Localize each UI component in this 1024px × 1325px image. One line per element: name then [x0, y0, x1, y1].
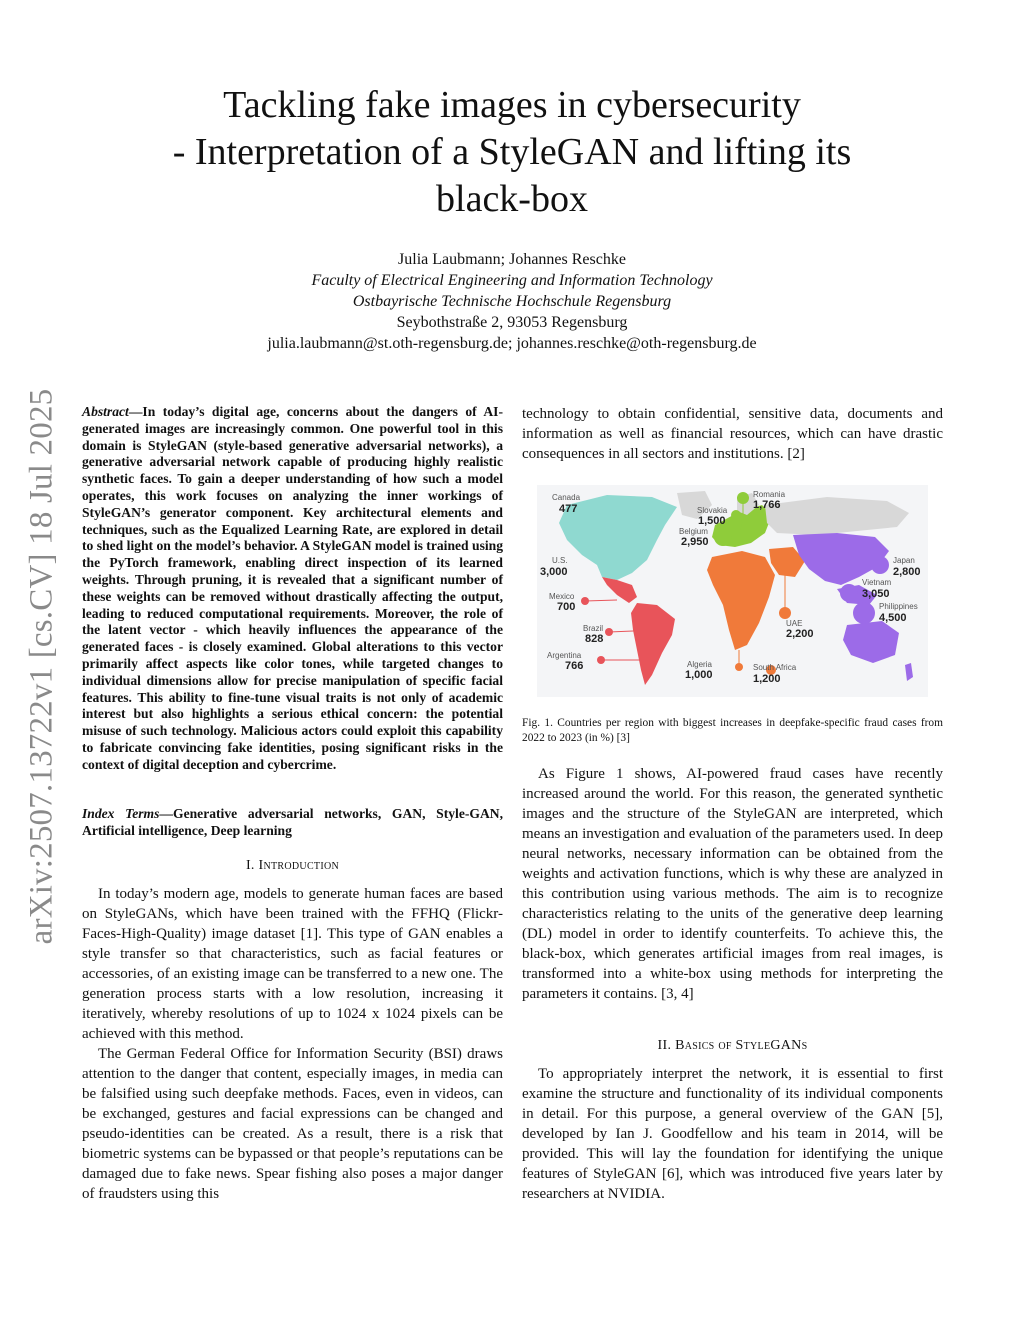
label-country: Vietnam [862, 578, 892, 587]
abstract-label: Abstract [82, 404, 129, 419]
label-value: 2,200 [786, 628, 814, 640]
label-country: Algeria [687, 660, 712, 669]
fraud-map-figure [537, 485, 928, 697]
bubble-philippines [853, 602, 875, 624]
arxiv-identifier: arXiv:2507.13722v1 [cs.CV] 18 Jul 2025 [23, 388, 60, 945]
label-value: 700 [557, 601, 576, 613]
label-country: Japan [893, 556, 915, 565]
section-heading-basics [522, 1038, 943, 1054]
author-block [100, 249, 924, 354]
label-country: U.S. [552, 556, 568, 565]
label-value: 3,050 [862, 588, 890, 600]
section-heading-introduction [82, 858, 503, 874]
basics-paragraph: To appropriately interpret the network, it is essential to first examine the structure and functionality of its individual components in detail. For this purpose, a general overview of the GAN [5], developed by Ian J. Goodfellow and his team in 2014, will be provided. This will lay the foundation for identifying the unique features of StyleGAN [6], which was introduced five years later by researchers at NVIDIA. [522, 1066, 943, 1202]
bubble-japan [871, 556, 889, 574]
abstract [82, 404, 503, 774]
author-address: Seybothstraße 2, 93053 Regensburg [396, 314, 628, 331]
label-value: 3,000 [540, 566, 568, 578]
label-country: Argentina [547, 651, 582, 660]
author-names: Julia Laubmann; Johannes Reschke [398, 251, 626, 268]
index-terms-label: Index Terms [82, 806, 160, 821]
label-country: Canada [552, 493, 581, 502]
author-faculty: Faculty of Electrical Engineering and Information Technology [311, 272, 713, 289]
author-university: Ostbayrische Technische Hochschule Regensburg [352, 293, 672, 310]
section-numeral: I. [245, 858, 259, 873]
label-country: Mexico [549, 592, 575, 601]
label-country: Romania [753, 490, 786, 499]
label-value: 2,800 [893, 566, 921, 578]
label-value: 1,000 [685, 669, 713, 681]
section-title: Basics of StyleGANs [675, 1038, 808, 1053]
intro-paragraph: In today’s modern age, models to generate human faces are based on StyleGANs, which have been trained with the FFHQ (Flickr-Faces-High-Quality) image dataset [1]. This type of GAN enables a style transfer so that characteristics, such as facial features or accessories, of an existing image can be transferred to a new one. The generation process starts with a low resolution, increasing it iteratively, whereby resolutions of up to 1024 x 1024 pixels can be achieved with this method. [82, 886, 503, 1042]
bubble-slovakia [731, 510, 741, 520]
bubble-mexico [581, 597, 589, 605]
label-value: 1,500 [698, 515, 726, 527]
label-value: 766 [565, 660, 584, 672]
figure-discussion-paragraph: As Figure 1 shows, AI-powered fraud cases have recently increased around the world. For this reason, the generated synthetic images and the structure of the StyleGAN are interpreted, which means an investigation and evaluation of the parameters used. In deep neural networks, necessary information can be obtained from the weights and activation functions, which is why these are analyzed in this contribution using various methods. The aim is to recognize characteristics relating to the units of the generative deep learning (DL) model in order to identify counterfeits. To achieve this, the black-box, which generates artificial images from real images, is transformed into a white-box using methods for interpreting the parameters it contains. [3, 4] [522, 766, 943, 1002]
intro-paragraph: The German Federal Office for Information Security (BSI) draws attention to the danger that content, especially images, in media can be falsified using such deepfake methods. Faces, even in videos, can be exchanged, gestures and facial expressions can be changed and pseudo-identities can be created. As a result, there is a risk that biometric systems can be bypassed or that people’s reputations can be damaged due to fake news. Spear fishing also poses a major danger of fraudsters using this [82, 1046, 503, 1202]
label-value: 477 [559, 503, 578, 515]
label-value: 1,200 [753, 673, 781, 685]
abstract-text: —In today’s digital age, concerns about the dangers of AI-generated images are increasingly common. One powerful tool in this domain is StyleGAN (style-based generative adversarial networks), a generative adversarial network capable of producing highly realistic synthetic faces. To gain a deeper understanding of how such a model operates, this work focuses on analyzing the inner workings of StyleGAN’s generator component. Key architectural elements and techniques, such as the Equalized Learning Rate, are explored in detail to shed light on the model’s behavior. A StyleGAN model is trained using the PyTorch framework, enabling direct inspection of its learned weights. Through pruning, it is revealed that a significant number of these weights can be removed without drastically affecting the output, leading to reduced computational requirements. Moreover, the role of the latent vector - which heavily influences the appearance of the generated faces - is closely examined. Global alterations to this vector primarily affect aspects like color tones, while targeted changes to individual dimensions allow for precise manipulation of specific facial features. This ability to fine-tune visual traits is not only of academic interest but also highlights a serious ethical concern: the potential misuse of such technology. Malicious actors could exploit this capability to fabricate convincing fake identities, posing significant risks in the context of digital deception and cybercrime. [82, 404, 503, 772]
index-terms [82, 806, 503, 840]
index-terms-text: —Generative adversarial networks, GAN, Style-GAN, Artificial intelligence, Deep learning [82, 806, 504, 838]
bubble-canada [586, 528, 592, 534]
bubble-romania [737, 492, 749, 504]
bubble-uae [779, 607, 791, 619]
title-line: - Interpretation of a StyleGAN and lifting its [172, 131, 852, 173]
title-line: Tackling fake images in cybersecurity [223, 84, 801, 126]
section-title: Introduction [258, 858, 340, 873]
bubble-algeria [735, 663, 743, 671]
label-value: 828 [585, 633, 604, 645]
author-emails: julia.laubmann@st.oth-regensburg.de; johannes.reschke@oth-regensburg.de [267, 335, 757, 352]
right-column-continuation: technology to obtain confidential, sensitive data, documents and information as well as financial resources, which can have drastic consequences in all sectors and institutions. [2] [522, 406, 943, 462]
label-value: 2,950 [681, 536, 709, 548]
bubble-us [592, 552, 602, 562]
label-value: 4,500 [879, 612, 907, 624]
label-country: Brazil [583, 624, 604, 633]
bubble-belgium [714, 528, 732, 546]
paper-title [100, 82, 924, 223]
label-value: 1,766 [753, 499, 781, 511]
section-numeral: II. [657, 1038, 676, 1053]
title-line: black-box [436, 178, 588, 220]
bubble-brazil [605, 628, 613, 636]
label-country: Slovakia [697, 506, 728, 515]
label-country: Belgium [679, 527, 708, 536]
bubble-vietnam [840, 584, 858, 602]
label-country: South Africa [753, 663, 797, 672]
label-country: Philippines [879, 602, 918, 611]
bubble-argentina [597, 656, 605, 664]
label-country: UAE [786, 619, 803, 628]
figure-caption: Fig. 1. Countries per region with biggest increases in deepfake-specific fraud cases from 2022 to 2023 (in %) [3] [522, 717, 943, 744]
